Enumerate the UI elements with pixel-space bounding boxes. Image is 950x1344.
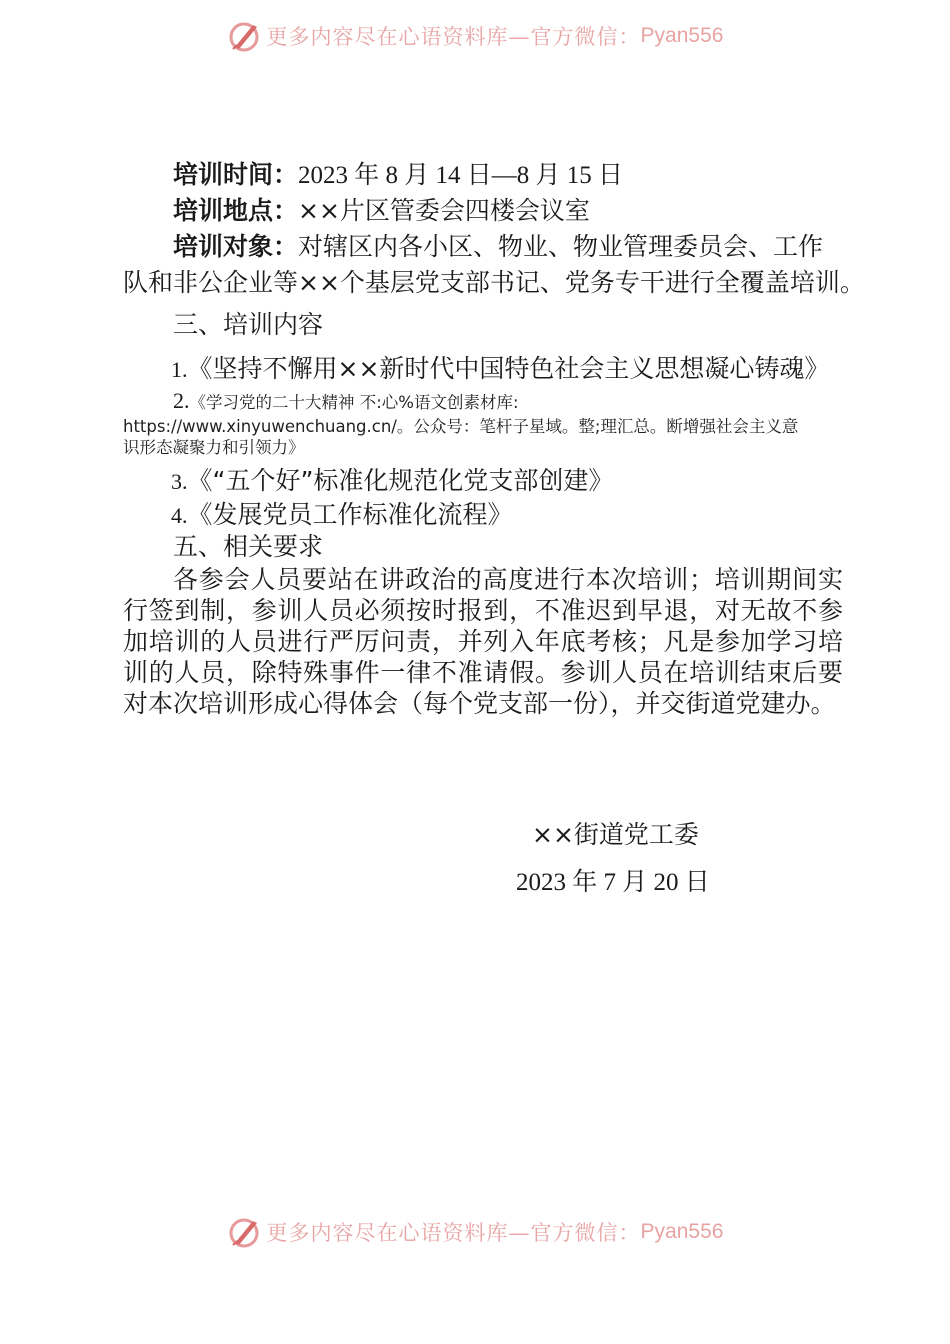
training-target-cont: 队和非公企业等××个基层党支部书记、党务专干进行全覆盖培训。 [123,268,865,297]
signature-date: 2023 年 7 月 20 日 [516,869,710,896]
training-target [123,230,843,266]
quill-logo-icon [227,1215,261,1249]
training-time-value: 2023 年 8 月 14 日—8 月 15 日 [298,162,624,189]
section3-heading: 三、培训内容 [173,310,324,339]
training-time-label: 培训时间： [173,160,299,189]
training-time [123,158,843,194]
training-place-label: 培训地点： [173,196,299,225]
list-item: 4.《发展党员工作标准化流程》 [171,500,513,529]
footer-watermark [0,1212,950,1252]
list-item: 2.《学习党的二十大精神 不:心%语文创素材库: https://www.xinyuwenchuang.cn/。公众号：笔杆子星域。整;理汇总。断增强社会主义意 识形态凝聚力和引领力》 [123,388,799,457]
signature-org: ××街道党工委 [532,820,699,849]
banner-text: 更多内容尽在心语资料库—官方微信： [266,25,641,49]
list-item: 3.《“五个好”标准化规范化党支部创建》 [171,466,614,495]
section5-heading: 五、相关要求 [173,532,324,561]
section5-body: 各参会人员要站在讲政治的高度进行本次培训；培训期间实行签到制，参训人员必须按时报到，不准迟到早退，对无故不参加培训的人员进行严厉问责，并列入年底考核；凡是参加学习培训的人员，除特殊事件一律不准请假。参训人员在培训结束后要对本次培训形成心得体会（每个党支部一份），并交街道党建办。 [123,565,843,718]
banner-wechat-id: Pyan556 [640,1220,724,1243]
banner-wechat-id: Pyan556 [640,24,724,47]
document-body [123,158,865,719]
header-watermark [0,16,950,56]
training-place-value: ××片区管委会四楼会议室 [298,196,590,225]
training-target-value-1: 对辖区内各小区、物业、物业管理委员会、工作 [298,232,824,261]
quill-logo-icon [227,19,261,53]
training-place [123,194,843,230]
training-target-label: 培训对象： [173,232,299,261]
banner-text: 更多内容尽在心语资料库—官方微信： [266,1221,641,1245]
list-item: 1.《坚持不懈用××新时代中国特色社会主义思想凝心铸魂》 [171,354,830,383]
